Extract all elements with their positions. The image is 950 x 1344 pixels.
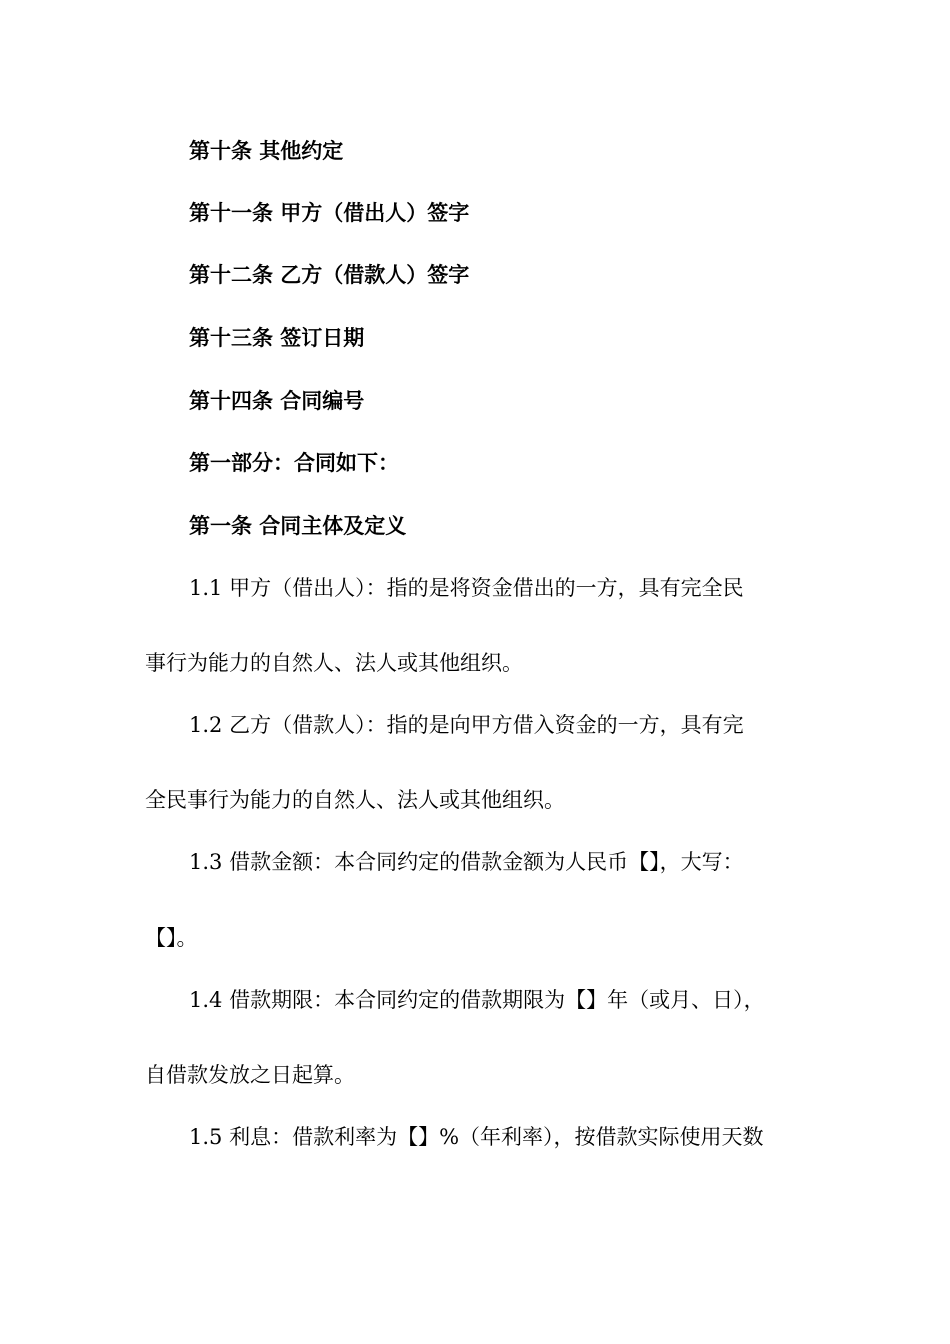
clause-1-2-line-1: 1.2 乙方（借款人）：指的是向甲方借入资金的一方，具有完 (189, 713, 744, 737)
heading-article-12: 第十二条 乙方（借款人）签字 (189, 263, 470, 287)
clause-1-3-line-2: 【】。 (145, 926, 198, 950)
clause-1-4-line-2: 自借款发放之日起算。 (145, 1063, 355, 1087)
heading-article-13: 第十三条 签订日期 (189, 326, 365, 350)
clause-1-1-line-1: 1.1 甲方（借出人）：指的是将资金借出的一方，具有完全民 (189, 576, 744, 600)
heading-part-1: 第一部分：合同如下： (189, 451, 399, 475)
clause-1-4-line-1: 1.4 借款期限：本合同约定的借款期限为【】年（或月、日）， (189, 988, 765, 1012)
clause-1-3-line-1: 1.3 借款金额：本合同约定的借款金额为人民币【】，大写： (189, 850, 744, 874)
clause-1-1-line-2: 事行为能力的自然人、法人或其他组织。 (145, 651, 523, 675)
heading-article-10: 第十条 其他约定 (189, 139, 344, 163)
heading-article-14: 第十四条 合同编号 (189, 389, 365, 413)
clause-1-5-line-1: 1.5 利息：借款利率为【】%（年利率），按借款实际使用天数 (189, 1125, 764, 1149)
clause-1-2-line-2: 全民事行为能力的自然人、法人或其他组织。 (145, 788, 565, 812)
heading-article-11: 第十一条 甲方（借出人）签字 (189, 201, 470, 225)
heading-article-1: 第一条 合同主体及定义 (189, 514, 407, 538)
